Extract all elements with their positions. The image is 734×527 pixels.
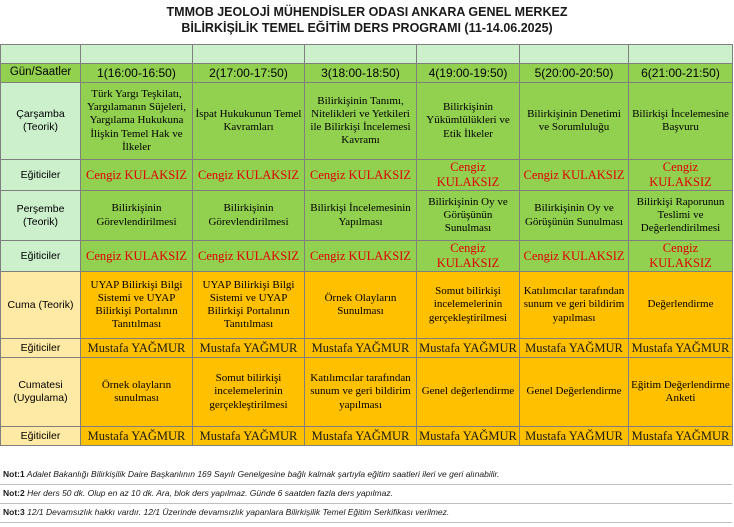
topic-cell[interactable]: Bilirkişinin Oy ve Görüşünün Sunulması — [417, 191, 520, 241]
blank-cell[interactable] — [417, 45, 520, 64]
topic-cell[interactable]: Bilirkişinin Görevlendirilmesi — [193, 191, 305, 241]
topic-cell[interactable]: Somut bilirkişi incelemelerinin gerçekleştirilmesi — [193, 358, 305, 427]
topic-cell[interactable]: Örnek Olayların Sunulması — [305, 272, 417, 339]
lecturer-cell[interactable]: Mustafa YAĞMUR — [81, 339, 193, 358]
topic-cell[interactable]: Türk Yargı Teşkilatı, Yargılamanın Süjeleri, Yargılama Hukukuna İlişkin Temel Hak ve İlkeler — [81, 83, 193, 160]
lecturer-cell[interactable]: Cengiz KULAKSIZ — [193, 241, 305, 272]
header-row — [1, 64, 733, 83]
day-row-friday — [1, 272, 733, 339]
topic-cell[interactable]: Bilirkişinin Oy ve Görüşünün Sunulması — [520, 191, 629, 241]
topic-cell[interactable]: Bilirkişinin Yükümlülükleri ve Etik İlkeler — [417, 83, 520, 160]
lecturer-cell[interactable]: Mustafa YAĞMUR — [520, 427, 629, 446]
document-title: TMMOB JEOLOJİ MÜHENDİSLER ODASI ANKARA GENEL MERKEZ — [166, 5, 568, 19]
note-label: Not:2 — [3, 488, 25, 498]
slot-header-1[interactable]: 1(16:00-16:50) — [81, 64, 193, 83]
topic-cell[interactable]: Somut bilirkişi incelemelerinin gerçekleştirilmesi — [417, 272, 520, 339]
note-text: Her ders 50 dk. Olup en az 10 dk. Ara, blok ders yapılmaz. Günde 6 saatden fazla ders yapılmaz. — [27, 488, 393, 498]
note-text: Adalet Bakanlığı Bilirkişilik Daire Başkanlının 169 Sayılı Genelgesine bağlı kalmak şartıyla eğitim saatleri ileri ve geri alınabilir. — [26, 469, 500, 479]
slot-header-5[interactable]: 5(20:00-20:50) — [520, 64, 629, 83]
lecturer-cell[interactable]: Cengiz KULAKSIZ — [520, 241, 629, 272]
slot-header-4[interactable]: 4(19:00-19:50) — [417, 64, 520, 83]
lecturer-cell[interactable]: Cengiz KULAKSIZ — [81, 241, 193, 272]
lecturer-cell[interactable]: Mustafa YAĞMUR — [629, 339, 733, 358]
day-label-cell[interactable]: Cumatesi (Uygulama) — [1, 358, 81, 427]
lecturer-cell[interactable]: Mustafa YAĞMUR — [520, 339, 629, 358]
topic-cell[interactable]: Bilirkişinin Tanımı, Nitelikleri ve Yetkileri ile Bilirkişi İncelemesi Kavramı — [305, 83, 417, 160]
lecturer-cell[interactable]: Mustafa YAĞMUR — [81, 427, 193, 446]
slot-header-6[interactable]: 6(21:00-21:50) — [629, 64, 733, 83]
day-row-saturday — [1, 358, 733, 427]
lecturer-cell[interactable]: Mustafa YAĞMUR — [193, 339, 305, 358]
lecturer-row-friday — [1, 339, 733, 358]
topic-cell[interactable]: Katılımcılar tarafından sunum ve geri bildirim yapılması — [520, 272, 629, 339]
topic-cell[interactable]: Bilirkişinin Denetimi ve Sorumluluğu — [520, 83, 629, 160]
schedule-table — [0, 44, 733, 446]
lecturer-cell[interactable]: Cengiz KULAKSIZ — [305, 160, 417, 191]
day-label-cell[interactable]: Çarşamba (Teorik) — [1, 83, 81, 160]
blank-cell[interactable] — [1, 45, 81, 64]
lecturer-cell[interactable]: Mustafa YAĞMUR — [417, 339, 520, 358]
blank-cell[interactable] — [193, 45, 305, 64]
document-subtitle: BİLİRKİŞİLİK TEMEL EĞİTİM DERS PROGRAMI (11-14.06.2025) — [181, 21, 553, 35]
topic-cell[interactable]: Örnek olayların sunulması — [81, 358, 193, 427]
lecturer-row-saturday — [1, 427, 733, 446]
note-label: Not:1 — [3, 469, 25, 479]
topic-cell[interactable]: İspat Hukukunun Temel Kavramları — [193, 83, 305, 160]
lecturer-cell[interactable]: Mustafa YAĞMUR — [629, 427, 733, 446]
lecturer-cell[interactable]: Mustafa YAĞMUR — [305, 427, 417, 446]
topic-cell[interactable]: Bilirkişi İncelemesinin Yapılması — [305, 191, 417, 241]
slot-header-3[interactable]: 3(18:00-18:50) — [305, 64, 417, 83]
blank-cell[interactable] — [629, 45, 733, 64]
lecturer-label-cell[interactable]: Eğiticiler — [1, 241, 81, 272]
slot-header-2[interactable]: 2(17:00-17:50) — [193, 64, 305, 83]
topic-cell[interactable]: UYAP Bilirkişi Bilgi Sistemi ve UYAP Bilirkişi Portalının Tanıtılması — [193, 272, 305, 339]
lecturer-cell[interactable]: Mustafa YAĞMUR — [193, 427, 305, 446]
topic-cell[interactable]: Genel Değerlendirme — [520, 358, 629, 427]
topic-cell[interactable]: Eğitim Değerlendirme Anketi — [629, 358, 733, 427]
lecturer-cell[interactable]: Mustafa YAĞMUR — [305, 339, 417, 358]
lecturer-cell[interactable]: Cengiz KULAKSIZ — [193, 160, 305, 191]
lecturer-label-cell[interactable]: Eğiticiler — [1, 339, 81, 358]
lecturer-label-cell[interactable]: Eğiticiler — [1, 160, 81, 191]
note-text: 12/1 Devamsızlık hakkı vardır. 12/1 Üzerinde devamsızlık yapanlara Bilirkişilik Temel Eğitim Serkifikası verilmez. — [27, 507, 450, 517]
day-label-cell[interactable]: Perşembe (Teorik) — [1, 191, 81, 241]
blank-cell[interactable] — [81, 45, 193, 64]
blank-row — [1, 45, 733, 64]
lecturer-row-wednesday — [1, 160, 733, 191]
notes-section — [0, 466, 732, 523]
lecturer-cell[interactable]: Cengiz KULAKSIZ — [629, 160, 733, 191]
blank-cell[interactable] — [305, 45, 417, 64]
day-row-thursday — [1, 191, 733, 241]
topic-cell[interactable]: UYAP Bilirkişi Bilgi Sistemi ve UYAP Bilirkişi Portalının Tanıtılması — [81, 272, 193, 339]
lecturer-cell[interactable]: Cengiz KULAKSIZ — [629, 241, 733, 272]
lecturer-cell[interactable]: Cengiz KULAKSIZ — [417, 241, 520, 272]
lecturer-cell[interactable]: Mustafa YAĞMUR — [417, 427, 520, 446]
lecturer-label-cell[interactable]: Eğiticiler — [1, 427, 81, 446]
day-label-cell[interactable]: Cuma (Teorik) — [1, 272, 81, 339]
note-row[interactable] — [0, 485, 732, 504]
note-row[interactable] — [0, 504, 732, 523]
lecturer-cell[interactable]: Cengiz KULAKSIZ — [81, 160, 193, 191]
note-label: Not:3 — [3, 507, 25, 517]
lecturer-cell[interactable]: Cengiz KULAKSIZ — [520, 160, 629, 191]
blank-cell[interactable] — [520, 45, 629, 64]
lecturer-cell[interactable]: Cengiz KULAKSIZ — [305, 241, 417, 272]
note-row[interactable] — [0, 466, 732, 485]
topic-cell[interactable]: Genel değerlendirme — [417, 358, 520, 427]
topic-cell[interactable]: Bilirkişi İncelemesine Başvuru — [629, 83, 733, 160]
lecturer-row-thursday — [1, 241, 733, 272]
topic-cell[interactable]: Bilirkişinin Görevlendirilmesi — [81, 191, 193, 241]
day-row-wednesday — [1, 83, 733, 160]
topic-cell[interactable]: Bilirkişi Raporunun Teslimi ve Değerlendirilmesi — [629, 191, 733, 241]
topic-cell[interactable]: Katılımcılar tarafından sunum ve geri bildirim yapılması — [305, 358, 417, 427]
lecturer-cell[interactable]: Cengiz KULAKSIZ — [417, 160, 520, 191]
topic-cell[interactable]: Değerlendirme — [629, 272, 733, 339]
header-label-cell[interactable]: Gün/Saatler — [1, 64, 81, 83]
